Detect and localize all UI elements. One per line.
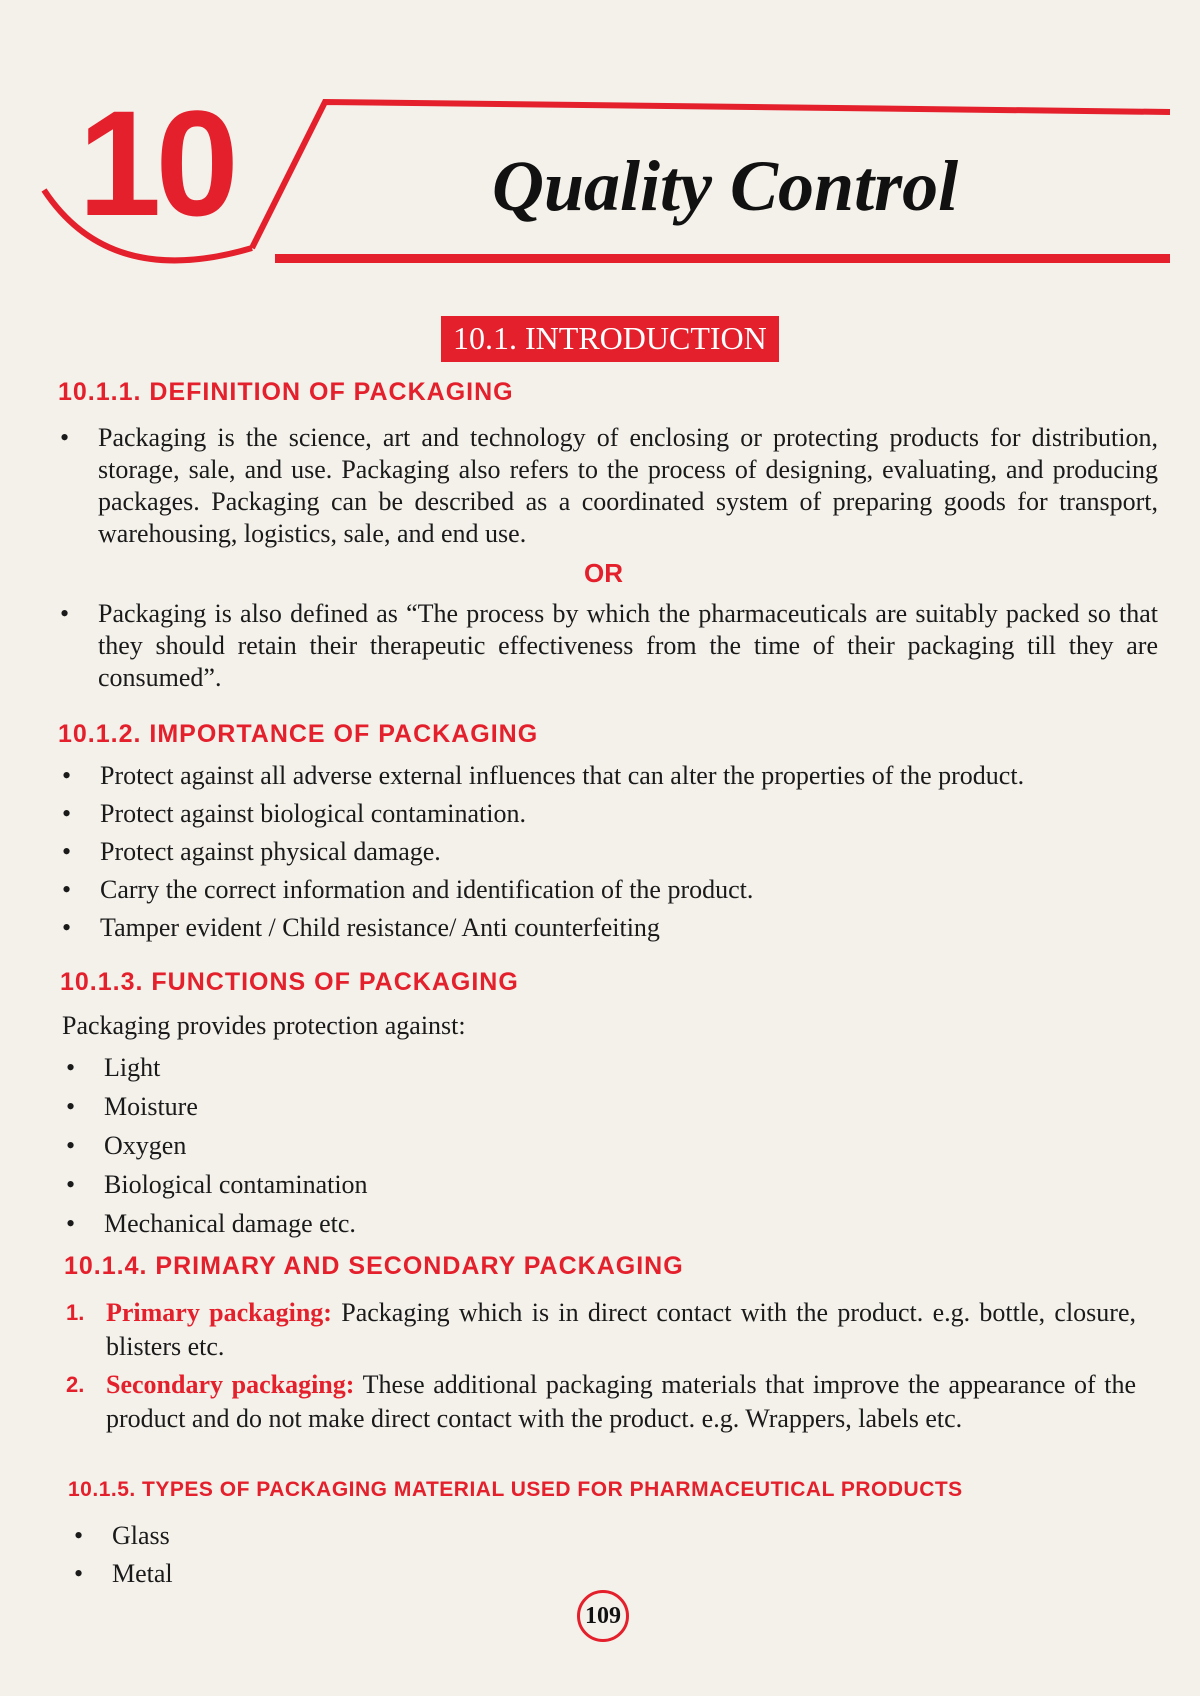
bullet-icon: • xyxy=(62,837,72,866)
chapter-title: Quality Control xyxy=(492,146,959,226)
importance-heading: 10.1.2. IMPORTANCE OF PACKAGING xyxy=(58,720,539,748)
functions-heading: 10.1.3. FUNCTIONS OF PACKAGING xyxy=(60,968,519,996)
list-item: • Protect against biological contamination. xyxy=(62,799,527,828)
term-label: Primary packaging: xyxy=(106,1298,332,1327)
types-list xyxy=(74,1520,512,1590)
functions-list xyxy=(66,1052,704,1240)
bullet-icon: • xyxy=(60,599,70,628)
list-item: • Oxygen xyxy=(66,1131,187,1160)
list-item: • Metal xyxy=(74,1559,173,1588)
definition-list xyxy=(60,422,1158,550)
primary-secondary-heading: 10.1.4. PRIMARY AND SECONDARY PACKAGING xyxy=(64,1252,684,1280)
list-item: 1. Primary packaging: Packaging which is in direct contact with the product. e.g. bottle, closure, blisters etc. xyxy=(66,1298,1136,1361)
bullet-icon: • xyxy=(62,799,72,828)
list-item: 2. Secondary packaging: These additional packaging materials that improve the appearance of the product and do not make direct contact with the product. e.g. Wrappers, labels etc. xyxy=(66,1370,1137,1433)
page-number: 109 xyxy=(577,1590,629,1642)
types-heading: 10.1.5. TYPES OF PACKAGING MATERIAL USED FOR PHARMACEUTICAL PRODUCTS xyxy=(68,1478,963,1501)
list-item: • Protect against all adverse external influences that can alter the properties of the product. xyxy=(62,761,1025,790)
bullet-icon: • xyxy=(62,875,72,904)
list-item: • Biological contamination xyxy=(66,1170,368,1199)
bullet-icon: • xyxy=(66,1131,76,1160)
bullet-icon: • xyxy=(60,423,70,452)
list-item: • Mechanical damage etc. xyxy=(66,1209,356,1238)
bullet-icon: • xyxy=(66,1053,76,1082)
definition-list-2 xyxy=(60,598,1158,694)
or-separator: OR xyxy=(584,558,623,588)
bullet-icon: • xyxy=(74,1559,84,1588)
definition-heading: 10.1.1. DEFINITION OF PACKAGING xyxy=(58,378,514,406)
primary-secondary-list xyxy=(66,1296,1137,1436)
list-item: • Moisture xyxy=(66,1092,198,1121)
section-intro-heading: 10.1. INTRODUCTION xyxy=(441,316,779,362)
bullet-icon: • xyxy=(66,1209,76,1238)
bullet-icon: • xyxy=(62,913,72,942)
importance-list xyxy=(62,760,1160,944)
list-item: • Tamper evident / Child resistance/ Anti counterfeiting xyxy=(62,913,660,942)
bullet-icon: • xyxy=(74,1521,84,1550)
functions-intro: Packaging provides protection against: xyxy=(62,1011,466,1040)
bullet-icon: • xyxy=(66,1092,76,1121)
list-item: • Glass xyxy=(74,1521,170,1550)
list-item: • Packaging is also defined as “The process by which the pharmaceuticals are suitably packed so that they should retain their therapeutic effectiveness from the time of their packaging till they are consumed”. xyxy=(60,599,1158,692)
list-item: • Carry the correct information and identification of the product. xyxy=(62,875,754,904)
list-item: • Packaging is the science, art and technology of enclosing or protecting products for distribution, storage, sale, and use. Packaging also refers to the process of designing, evaluating, and producing packages. Packaging can be described as a coordinated system of preparing goods for transport, warehousing, logistics, sale, and end use. xyxy=(60,423,1158,548)
bullet-icon: • xyxy=(66,1170,76,1199)
term-label: Secondary packaging: xyxy=(106,1370,355,1399)
bullet-icon: • xyxy=(62,761,72,790)
chapter-number: 10 xyxy=(78,79,233,247)
list-item: • Light xyxy=(66,1053,161,1082)
list-item: • Protect against physical damage. xyxy=(62,837,441,866)
